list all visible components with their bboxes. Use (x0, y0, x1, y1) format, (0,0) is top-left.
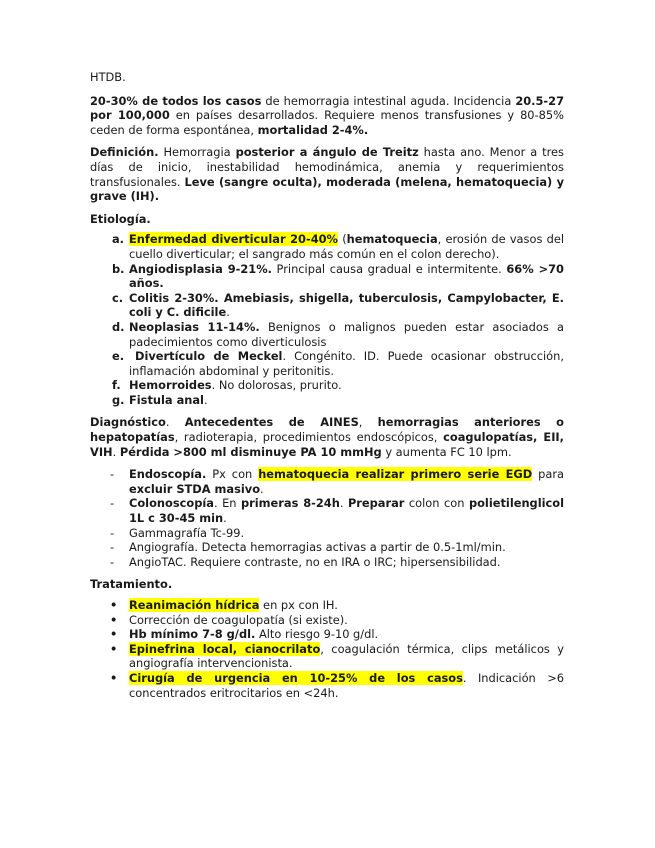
diagnosis-label: Diagnóstico (90, 415, 166, 430)
list-marker: g. (112, 392, 125, 407)
highlighted-text: Epinefrina local, cianocrilato (129, 641, 321, 656)
item-text: AngioTAC. Requiere contraste, no en IRA o IRC; hipersensibilidad. (129, 554, 501, 569)
item-bold: polietilenglicol 1L c 30-45 min (129, 496, 564, 526)
list-item (90, 496, 564, 525)
item-text: Angiografía. Detecta hemorragias activas a partir de 0.5-1ml/min. (129, 540, 506, 555)
item-bold: Endoscopía. (129, 467, 207, 482)
intro-bold-3: mortalidad 2-4%. (257, 122, 369, 137)
list-item (90, 378, 564, 393)
diagnosis-list (90, 467, 564, 569)
item-text: . (165, 415, 185, 430)
item-text: . (339, 496, 348, 511)
bullet-icon: • (110, 670, 118, 685)
list-item (90, 627, 564, 642)
etiology-list (90, 232, 564, 407)
item-text: . (203, 392, 208, 407)
item-bold: Divertículo de Meckel (135, 349, 283, 364)
bullet-icon: • (110, 598, 118, 612)
item-text: . (223, 511, 227, 526)
list-marker: - (110, 540, 115, 555)
bullet-icon: • (110, 612, 118, 627)
list-item (90, 393, 564, 408)
highlighted-text: hematoquecia realizar primero serie EGD (258, 467, 533, 482)
highlighted-text: Cirugía de urgencia en 10-25% de los casos (129, 670, 463, 685)
item-text: en px con IH. (259, 598, 338, 612)
item-text: , coagulación térmica, clips metálicos y angiografía intervencionista. (129, 641, 564, 671)
highlighted-text: Reanimación hídrica (129, 598, 260, 612)
item-text: . Congénito. ID. Puede ocasionar obstrucción, inflamación abdominal y peritonitis. (129, 349, 564, 378)
item-bold: Angiodisplasia 9-21%. (129, 261, 272, 276)
item-bold: hematoquecia (346, 232, 438, 247)
item-text: para (532, 467, 564, 482)
item-bold: coagulopatías, EII, VIH (90, 430, 564, 459)
item-bold: Colonoscopía (129, 496, 214, 511)
definition-bold-1: posterior a ángulo de Treitz (235, 145, 419, 160)
item-bold: Pérdida >800 ml disminuye PA 10 mmHg (119, 444, 382, 459)
item-text: . No dolorosas, prurito. (211, 378, 342, 393)
item-text: . (260, 481, 264, 496)
list-marker: f. (112, 378, 121, 393)
intro-paragraph (90, 94, 564, 138)
list-item (90, 291, 564, 320)
document-title: HTDB. (90, 70, 126, 84)
etiology-heading: Etiología. (90, 211, 151, 226)
list-marker: b. (112, 261, 125, 276)
list-marker: - (110, 525, 115, 540)
diagnosis-paragraph (90, 415, 564, 459)
list-marker: - (110, 467, 115, 482)
item-text: Px con (206, 467, 259, 482)
list-marker: d. (112, 319, 125, 334)
item-text: Corrección de coagulopatía (si existe). (129, 612, 348, 627)
item-text: Alto riesgo 9-10 g/dl. (255, 627, 379, 642)
intro-bold-2: 20.5-27 por 100,000 (90, 93, 564, 123)
item-text: Gammagrafía Tc-99. (129, 525, 245, 540)
list-item (90, 555, 564, 570)
bullet-icon: • (110, 641, 118, 656)
list-marker: e. (112, 349, 125, 364)
list-marker: - (110, 496, 115, 511)
document-page (90, 70, 564, 708)
list-item (90, 642, 564, 671)
item-text: . Indicación >6 concentrados eritrocitarios en <24h. (129, 670, 564, 700)
intro-text-2: en países desarrollados. Requiere menos transfusiones y 80-85% ceden de forma espontánea, (90, 108, 564, 137)
item-bold: Neoplasias 11-14%. (129, 319, 260, 334)
list-marker: c. (112, 290, 124, 305)
item-bold: excluir STDA masivo (129, 481, 261, 496)
definition-paragraph (90, 145, 564, 203)
item-text: Benignos o malignos pueden estar asociados a padecimientos como diverticulosis (129, 319, 564, 349)
item-bold: Hb mínimo 7-8 g/dl. (129, 627, 256, 642)
item-text: y aumenta FC 10 lpm. (381, 444, 512, 459)
item-bold: Colitis 2-30%. Amebiasis, shigella, tuberculosis, Campylobacter, E. coli y C. dificile (129, 290, 564, 320)
item-text: , radioterapia, procedimientos endoscópicos, (174, 430, 444, 445)
list-item (90, 540, 564, 555)
list-marker: a. (112, 232, 125, 247)
list-item (90, 320, 564, 349)
item-text: . (226, 305, 230, 320)
intro-bold-1: 20-30% de todos los casos (90, 93, 262, 108)
bullet-icon: • (110, 627, 118, 642)
intro-text-1: de hemorragia intestinal aguda. Incidencia (261, 93, 516, 108)
list-marker: - (110, 554, 115, 569)
list-item (90, 671, 564, 700)
list-item (90, 232, 564, 261)
list-item (90, 598, 564, 613)
item-text: , (358, 415, 378, 430)
item-text: , erosión de vasos del cuello diverticular; el sangrado más común en el colon derecho). (129, 232, 564, 261)
item-bold: 66% >70 años. (129, 261, 564, 291)
definition-text-1: Hemorragia (158, 145, 236, 160)
list-item (90, 467, 564, 496)
item-text: colon con (404, 496, 469, 511)
item-bold: Hemorroides (129, 378, 212, 393)
list-item (90, 262, 564, 291)
item-bold: primeras 8-24h (241, 496, 340, 511)
list-item (90, 613, 564, 628)
treatment-heading: Tratamiento. (90, 577, 173, 592)
item-bold: hemorragias anteriores o hepatopatías (90, 415, 564, 445)
item-text: ( (337, 232, 347, 247)
item-bold: Preparar (347, 496, 405, 511)
item-text: . (112, 444, 120, 459)
item-bold: Antecedentes de AINES (184, 415, 359, 430)
definition-text-2: hasta ano. Menor a tres días de inicio, inestabilidad hemodinámica, anemia y requerimientos transfusionales. (90, 145, 564, 189)
treatment-list (90, 598, 564, 700)
definition-label: Definición. (90, 145, 159, 160)
item-bold: Fistula anal (129, 392, 204, 407)
item-text: . En (213, 496, 241, 511)
item-text: Principal causa gradual e intermitente. (271, 261, 507, 276)
list-item (90, 349, 564, 378)
list-item (90, 526, 564, 541)
highlighted-text: Enfermedad diverticular 20-40% (129, 232, 338, 247)
definition-bold-2: Leve (sangre oculta), moderada (melena, hematoquecia) y grave (IH). (90, 174, 564, 204)
